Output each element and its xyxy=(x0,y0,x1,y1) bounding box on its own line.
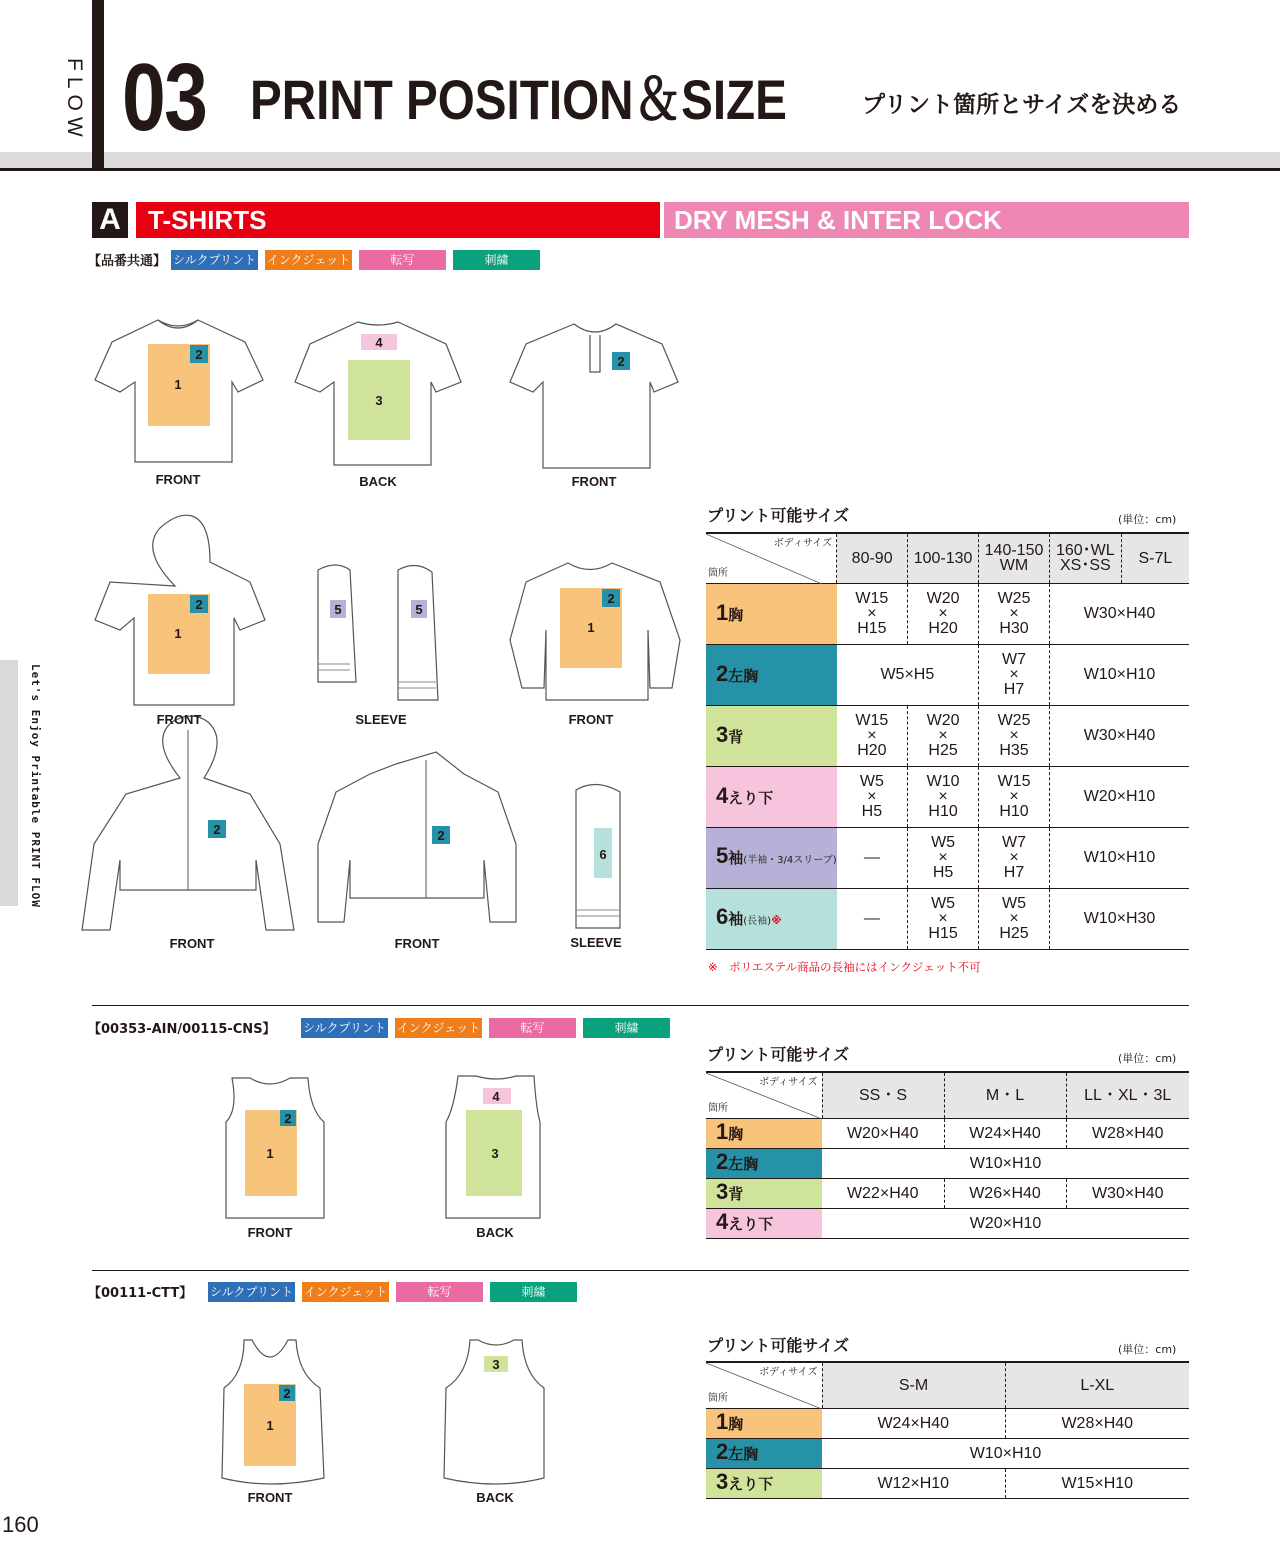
table-unit: (単位：cm) xyxy=(1118,1052,1177,1065)
caption: FRONT xyxy=(394,936,440,951)
zone-number: 5 xyxy=(415,602,423,617)
divider xyxy=(92,1270,1189,1271)
method-chip-transfer: 転写 xyxy=(489,1018,576,1038)
row-label: 3えり下 xyxy=(706,1468,822,1498)
method-chip-embroidery: 刺繍 xyxy=(453,250,540,270)
table-note: ※ ポリエステル商品の長袖にはインクジェット不可 xyxy=(708,960,981,974)
row-label: 2左胸 xyxy=(706,1438,822,1468)
row-label: 2左胸 xyxy=(706,1148,822,1178)
size-table-2 xyxy=(706,1071,1189,1239)
table-row: 3背 W22×H40 W26×H40 W30×H40 xyxy=(706,1178,1189,1208)
method-chip-inkjet: インクジェット xyxy=(302,1282,389,1302)
row-label: 3背 xyxy=(706,1178,822,1208)
col-header: SS・S xyxy=(822,1072,944,1118)
zone-number: 2 xyxy=(437,828,445,843)
caption: BACK xyxy=(476,1225,514,1240)
col-header: 80-90 xyxy=(837,533,908,583)
row-label: 3背 xyxy=(706,705,837,766)
caption: SLEEVE xyxy=(570,935,622,950)
sleeveless-illustrations xyxy=(200,1070,560,1230)
zone-number: 2 xyxy=(213,822,221,837)
size-table-1 xyxy=(706,532,1189,950)
row-label: 5袖(半袖・3/4スリーブ) xyxy=(706,827,837,888)
table-row: 3背 W15 × H20 W20 × H25 W25 × H35 W30×H40 xyxy=(706,705,1189,766)
caption: FRONT xyxy=(156,712,202,727)
method-chip-embroidery: 刺繍 xyxy=(583,1018,670,1038)
page-title: PRINT POSITION＆SIZE xyxy=(250,68,787,131)
section-title: T-SHIRTS xyxy=(136,202,660,238)
col-header: L-XL xyxy=(1005,1362,1189,1408)
zone-number: 5 xyxy=(334,602,342,617)
jacket-outline xyxy=(318,752,516,922)
caption: FRONT xyxy=(169,936,215,951)
page-subtitle: プリント箇所とサイズを決める xyxy=(862,92,1182,118)
zone-number: 1 xyxy=(587,620,595,635)
row-label: 1胸 xyxy=(706,1408,822,1438)
table-corner: ボディサイズ 箇所 xyxy=(706,1072,822,1118)
col-header: M・L xyxy=(944,1072,1066,1118)
table-row: 1胸 W20×H40 W24×H40 W28×H40 xyxy=(706,1118,1189,1148)
sleeve-long-outline xyxy=(398,565,438,700)
header-rule xyxy=(0,168,1280,171)
table-corner: ボディサイズ 箇所 xyxy=(706,533,837,583)
table-row: 5袖(半袖・3/4スリーブ) — W5 × H5 W7 × H7 W10×H10 xyxy=(706,827,1189,888)
col-header: S-M xyxy=(822,1362,1005,1408)
header-bar xyxy=(92,0,104,171)
zone-number: 4 xyxy=(492,1089,500,1104)
henley-outline xyxy=(510,324,678,468)
table-row: 4えり下 W5 × H5 W10 × H10 W15 × H10 W20×H10 xyxy=(706,766,1189,827)
table-row: 4えり下 W20×H10 xyxy=(706,1208,1189,1238)
table-row: 1胸 W15 × H15 W20 × H20 W25 × H30 W30×H40 xyxy=(706,583,1189,644)
table-row: 6袖(長袖)※ — W5 × H15 W5 × H25 W10×H30 xyxy=(706,888,1189,949)
table-row: 1胸 W24×H40 W28×H40 xyxy=(706,1408,1189,1438)
caption: BACK xyxy=(476,1490,514,1505)
row-label: 6袖(長袖)※ xyxy=(706,888,837,949)
flow-label: FLOW xyxy=(63,58,86,143)
caption: FRONT xyxy=(568,712,614,727)
method-chip-inkjet: インクジェット xyxy=(395,1018,482,1038)
zone-number: 4 xyxy=(375,335,383,350)
page-number: 160 xyxy=(2,1512,39,1537)
table-row: 3えり下 W12×H10 W15×H10 xyxy=(706,1468,1189,1498)
col-header: 160･WL XS･SS xyxy=(1050,533,1122,583)
zone-number: 1 xyxy=(174,377,182,392)
table-row: 2左胸 W10×H10 xyxy=(706,1438,1189,1468)
zone-number: 2 xyxy=(283,1386,291,1401)
caption: FRONT xyxy=(247,1225,293,1240)
zone-number: 1 xyxy=(174,626,182,641)
zone-number: 3 xyxy=(492,1357,500,1372)
table-title: プリント可能サイズ xyxy=(707,1336,850,1355)
row-label: 4えり下 xyxy=(706,766,837,827)
row-label: 1胸 xyxy=(706,1118,822,1148)
side-tab xyxy=(0,660,18,906)
method-chip-inkjet: インクジェット xyxy=(265,250,352,270)
table-title: プリント可能サイズ xyxy=(707,1045,850,1064)
table-row: 2左胸 W10×H10 xyxy=(706,1148,1189,1178)
table-unit: (単位：cm) xyxy=(1118,1343,1177,1356)
method-chip-transfer: 転写 xyxy=(359,250,446,270)
side-caption: Let's Enjoy Printable PRINT FLOW xyxy=(29,664,42,908)
zone-number: 6 xyxy=(599,847,607,862)
caption: FRONT xyxy=(571,474,617,489)
col-header: LL・XL・3L xyxy=(1066,1072,1189,1118)
zone-number: 2 xyxy=(607,591,615,606)
table-unit: (単位：cm) xyxy=(1118,513,1177,526)
size-table-3 xyxy=(706,1361,1189,1499)
zone-number: 2 xyxy=(195,347,203,362)
zone-number: 2 xyxy=(195,597,203,612)
table-corner: ボディサイズ 箇所 xyxy=(706,1362,822,1408)
group-label: 【品番共通】 xyxy=(88,254,167,269)
row-label: 1胸 xyxy=(706,583,837,644)
col-header: 100-130 xyxy=(908,533,979,583)
method-chip-embroidery: 刺繍 xyxy=(490,1282,577,1302)
step-number: 03 xyxy=(122,44,207,151)
row-label: 2左胸 xyxy=(706,644,837,705)
table-title: プリント可能サイズ xyxy=(707,506,850,525)
garment-illustrations xyxy=(80,300,700,960)
col-header: 140-150 WM xyxy=(979,533,1050,583)
zone-number: 3 xyxy=(491,1146,499,1161)
zone-number: 1 xyxy=(266,1418,274,1433)
group-label: 【00111-CTT】 xyxy=(88,1286,193,1301)
caption: FRONT xyxy=(247,1490,293,1505)
zone-number: 3 xyxy=(375,393,383,408)
method-chip-transfer: 転写 xyxy=(396,1282,483,1302)
section-letter: A xyxy=(92,202,128,238)
table-row: 2左胸 W5×H5 W7 × H7 W10×H10 xyxy=(706,644,1189,705)
caption: SLEEVE xyxy=(355,712,407,727)
zone-number: 2 xyxy=(617,354,625,369)
zone-number: 2 xyxy=(284,1111,292,1126)
tanktop-illustrations xyxy=(200,1334,560,1490)
method-chip-silk: シルクプリント xyxy=(208,1282,295,1302)
col-header: S-7L xyxy=(1121,533,1189,583)
row-label: 4えり下 xyxy=(706,1208,822,1238)
caption: FRONT xyxy=(155,472,201,487)
section-title-2: DRY MESH & INTER LOCK xyxy=(664,202,1189,238)
caption: BACK xyxy=(359,474,397,489)
divider xyxy=(92,1005,1189,1006)
zone-number: 1 xyxy=(266,1146,274,1161)
method-chip-silk: シルクプリント xyxy=(171,250,258,270)
group-label: 【00353-AIN/00115-CNS】 xyxy=(88,1022,276,1037)
method-chip-silk: シルクプリント xyxy=(301,1018,388,1038)
